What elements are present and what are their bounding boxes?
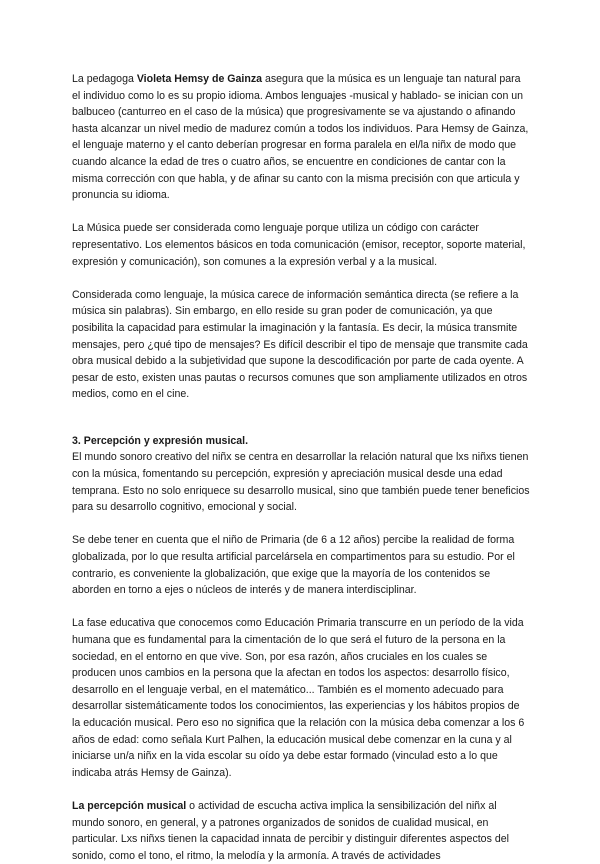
paragraph-body: o actividad de escucha activa implica la sensibilización del niñx al mundo sonoro, en general, y a patrones organizados de sonidos de cualidad musical, en particular. Lxs niñxs tienen la capacidad innata de percibir y distinguir diferentes aspectos del sonido, como el tono, el ritmo, la melodía y la armonía. A través de actividades xyxy=(72,799,509,862)
paragraph-lead: La pedagoga xyxy=(72,73,137,85)
section-heading: 3. Percepción y expresión musical. xyxy=(72,434,249,447)
paragraph-creative-sound-world: El mundo sonoro creativo del niñx se centra en desarrollar la relación natural que lxs niñxs tienen con la música, fomentando su percepción, expresión y apreciación musical desde una edad temprana. Esto no solo enriquece su desarrollo musical, sino que también puede tener beneficios para su desarrollo cognitivo, emocional y social. xyxy=(72,451,530,514)
paragraph-body: asegura que la música es un lenguaje tan natural para el individuo como lo es su propio idioma. Ambos lenguajes -musical y hablado- se inician con un balbuceo (canturreo en el caso de la música) que progresivamente se va ajustando o afinando hasta alcanzar un nivel medio de madurez común a todos los individuos. Para Hemsy de Gainza, el lenguaje materno y el canto deberían progresar en forma paralela en el/la niñx de modo que cuando alcance la edad de tres o cuatro años, se encuentre en condiciones de cantar con la misma corrección con que habla, y de afinar su canto con la misma precisión con que articula y pronuncia su idioma. xyxy=(72,73,529,202)
paragraph-semantic-information: Considerada como lenguaje, la música carece de información semántica directa (se refiere a la música sin palabras). Sin embargo, en ello reside su gran poder de comunicación, ya que posibilita la capacidad para estimular la imaginación y la fantasía. Es decir, la música transmite mensajes, pero ¿qué tipo de mensajes? Es difícil describir el tipo de mensaje que transmite cada obra musical debido a la subjetividad que supone la descodificación por parte de cada oyente. A pesar de esto, existen unas pautas o recursos comunes que son ampliamente utilizados en otros medios, como en el cine. xyxy=(72,288,528,401)
author-name: Violeta Hemsy de Gainza xyxy=(136,73,263,85)
paragraph-music-as-language: La Música puede ser considerada como lenguaje porque utiliza un código con carácter representativo. Los elementos básicos en toda comunicación (emisor, receptor, soporte material, expresión y comunicación), son comunes a la expresión verbal y a la musical. xyxy=(72,222,526,268)
term-musical-perception: La percepción musical xyxy=(72,799,187,812)
paragraph-primary-education: La fase educativa que conocemos como Educación Primaria transcurre en un período de la vida humana que es fundamental para la cimentación de lo que será el futuro de la persona en la sociedad, en el entorno en que vive. Son, por esa razón, años cruciales en los cuales se producen unos cambios en la persona que la afectan en todos los aspectos: desarrollo físico, desarrollo en el lenguaje verbal, en el matemático... También es el momento adecuado para desarrollar sistemáticamente todos los conocimientos, las experiencias y los hábitos propios de la educación musical. Pero eso no significa que la relación con la música deba comenzar a los 6 años de edad: como señala Kurt Palhen, la educación musical debe comenzar en la cuna y al iniciarse un/a niñx en la vida escolar su oído ya debe estar formado (vinculad esto a lo que indicaba atrás Hemsy de Gainza). xyxy=(72,617,525,779)
paragraph-musical-perception xyxy=(72,798,530,864)
paragraph-globalization: Se debe tener en cuenta que el niño de Primaria (de 6 a 12 años) percibe la realidad de forma globalizada, por lo que resulta artificial parcelársela en compartimentos para su estudio. Por el contrario, es conveniente la globalización, que exige que la mayoría de los contenidos se aborden en torno a ejes o núcleos de interés y de manera interdisciplinar. xyxy=(72,534,515,597)
paragraph-hemsy-de-gainza xyxy=(72,71,530,204)
